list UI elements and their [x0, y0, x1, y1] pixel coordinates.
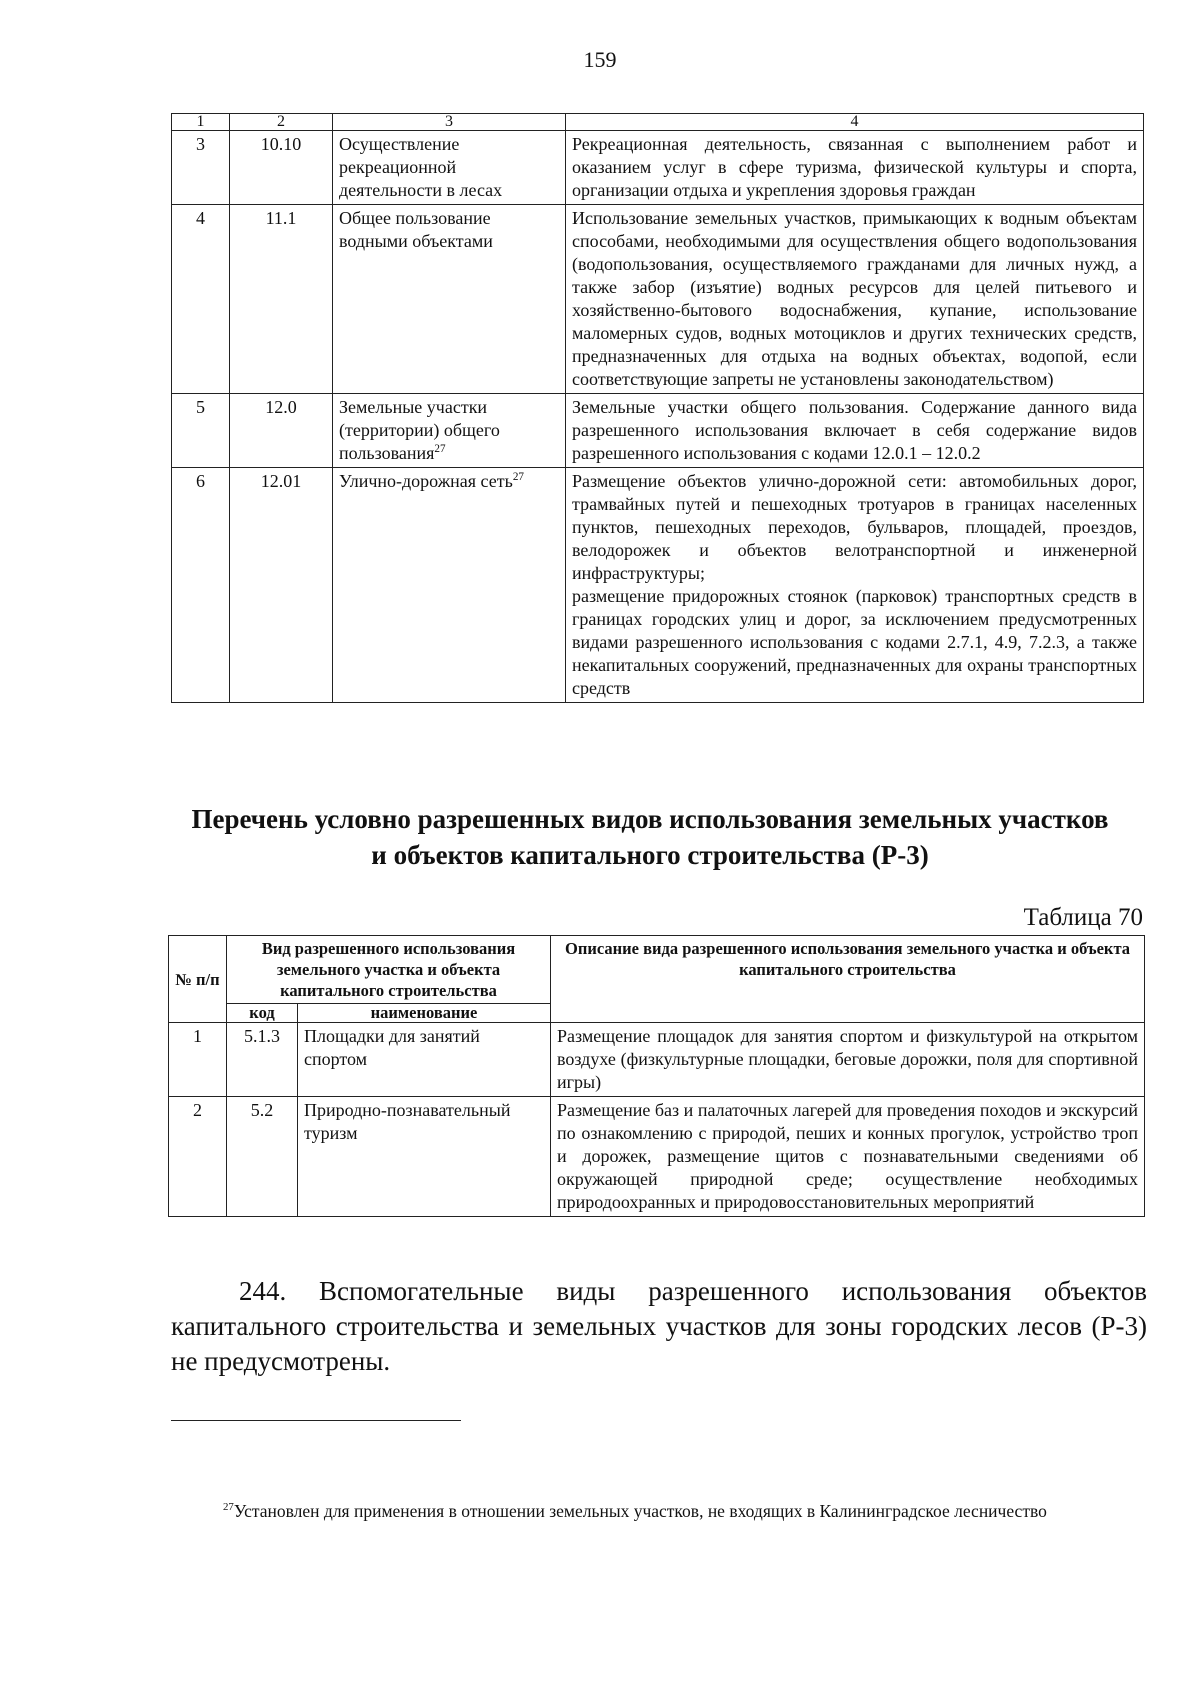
- footnote: [171, 1500, 1147, 1522]
- table-caption: Таблица 70: [1023, 904, 1143, 931]
- column-number: 2: [230, 114, 333, 131]
- row-description-continued: размещение придорожных стоянок (парковок) транспортных средств в границах городских улиц и дорог, за исключением предусмотренных видами разрешенного использования с кодами 2.7.1, 4.9, 7.2.3, а также некапитальных сооружений, предназначенных для охраны транспортных средств: [572, 586, 1137, 698]
- footnote-text: Установлен для применения в отношении земельных участков, не входящих в Калининградское лесничество: [233, 1501, 1047, 1521]
- table-row: [169, 1097, 1145, 1217]
- column-number: 3: [333, 114, 566, 131]
- column-number: 1: [172, 114, 230, 131]
- section-title-line: Перечень условно разрешенных видов использования земельных участков: [191, 804, 1109, 834]
- footnote-separator: [171, 1420, 461, 1421]
- row-number: 2: [169, 1097, 227, 1217]
- footnote-mark: 27: [223, 1501, 234, 1514]
- footnote-reference: 27: [512, 471, 524, 483]
- page-number: 159: [583, 47, 617, 72]
- row-code: 10.10: [230, 131, 333, 205]
- table-row: [172, 205, 1144, 394]
- table-row: [172, 468, 1144, 703]
- row-name-cell: [333, 394, 566, 468]
- row-code: 12.01: [230, 468, 333, 703]
- footnote-reference: 27: [434, 443, 446, 455]
- column-number: 4: [566, 114, 1144, 131]
- header-number: № п/п: [169, 936, 227, 1023]
- header-description: Описание вида разрешенного использования земельного участка и объекта капитального строительства: [551, 936, 1145, 1023]
- row-description: Размещение площадок для занятия спортом и физкультурой на открытом воздухе (физкультурные площадки, беговые дорожки, поля для спортивной игры): [551, 1023, 1145, 1097]
- row-code: 11.1: [230, 205, 333, 394]
- row-description: Земельные участки общего пользования. Содержание данного вида разрешенного использования включает в себя содержание видов разрешенного использования с кодами 12.0.1 – 12.0.2: [566, 394, 1144, 468]
- row-description: Размещение объектов улично-дорожной сети: автомобильных дорог, трамвайных путей и пешеходных тротуаров в границах населенных пунктов, пешеходных переходов, бульваров, площадей, проездов, велодорожек и объектов велотранспортной и инженерной инфраструктуры;: [572, 471, 1137, 583]
- row-name: Общее пользование водными объектами: [333, 205, 566, 394]
- row-description: Размещение баз и палаточных лагерей для проведения походов и экскурсий по ознакомлению с природой, пеших и конных прогулок, устройство троп и дорожек, размещение щитов с познавательными сведениями об окружающей природной среде; осуществление необходимых природоохранных и природовосстановительных мероприятий: [551, 1097, 1145, 1217]
- row-code: 5.2: [227, 1097, 298, 1217]
- header-name: наименование: [298, 1004, 551, 1023]
- header-use-kind: Вид разрешенного использования земельного участка и объекта капитального строительства: [227, 936, 551, 1004]
- section-title-line: и объектов капитального строительства (Р-3): [371, 840, 929, 870]
- table-row: [172, 131, 1144, 205]
- land-use-table-continued: [171, 113, 1144, 703]
- row-number: 4: [172, 205, 230, 394]
- row-name: Осуществление рекреационной деятельности в лесах: [333, 131, 566, 205]
- row-name: Улично-дорожная сеть: [339, 471, 513, 491]
- row-name: Земельные участки (территории) общего пользования: [339, 397, 500, 463]
- conditional-use-table: [168, 935, 1145, 1217]
- table-row: [169, 1023, 1145, 1097]
- table-row: [172, 394, 1144, 468]
- row-code: 12.0: [230, 394, 333, 468]
- row-name: Природно-познавательный туризм: [298, 1097, 551, 1217]
- row-name: Площадки для занятий спортом: [298, 1023, 551, 1097]
- row-number: 3: [172, 131, 230, 205]
- row-name-cell: [333, 468, 566, 703]
- table-header-row: [169, 936, 1145, 1004]
- table-header-row: [172, 114, 1144, 131]
- section-title: [160, 801, 1140, 873]
- row-description: Использование земельных участков, примыкающих к водным объектам способами, необходимыми для осуществления общего водопользования (водопользования, осуществляемого гражданами для личных нужд, а также забор (изъятие) водных ресурсов для целей питьевого и хозяйственно-бытового водоснабжения, купание, использование маломерных судов, водных мотоциклов и других технических средств, предназначенных для отдыха на водных объектах, водопой, если соответствующие запреты не установлены законодательством): [566, 205, 1144, 394]
- row-number: 1: [169, 1023, 227, 1097]
- row-description-cell: [566, 468, 1144, 703]
- row-code: 5.1.3: [227, 1023, 298, 1097]
- row-number: 6: [172, 468, 230, 703]
- paragraph-244: 244. Вспомогательные виды разрешенного использования объектов капитального строительства и земельных участков для зоны городских лесов (Р-3) не предусмотрены.: [171, 1276, 1147, 1376]
- row-number: 5: [172, 394, 230, 468]
- row-description: Рекреационная деятельность, связанная с выполнением работ и оказанием услуг в сфере туризма, физической культуры и спорта, организации отдыха и укрепления здоровья граждан: [566, 131, 1144, 205]
- header-code: код: [227, 1004, 298, 1023]
